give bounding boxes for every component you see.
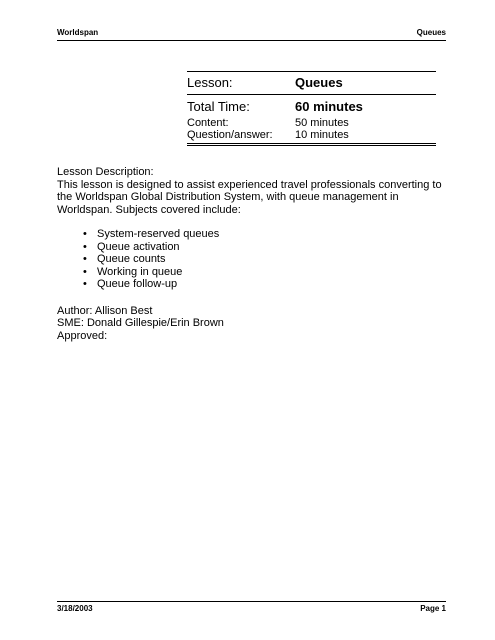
top-rule	[187, 71, 436, 72]
content-row	[187, 117, 436, 129]
page-header	[57, 28, 446, 41]
total-time-row	[187, 99, 436, 114]
bullet-icon: •	[83, 240, 87, 253]
qa-row	[187, 129, 436, 141]
description-text: This lesson is designed to assist experienced travel professionals converting to the Worldspan Global Distribution System, with queue management in Worldspan. Subjects covered include:	[57, 178, 442, 216]
footer-date: 3/18/2003	[57, 604, 93, 613]
lesson-summary	[187, 71, 436, 146]
total-time-value: 60 minutes	[295, 99, 363, 114]
list-item: • Queue activation	[83, 240, 180, 253]
page-footer	[57, 601, 446, 613]
content-label: Content:	[187, 117, 229, 129]
subjects-list	[57, 228, 457, 291]
sme-line: SME: Donald Gillespie/Erin Brown	[57, 317, 224, 329]
footer-page-number: Page 1	[420, 604, 446, 613]
lesson-value: Queues	[295, 75, 343, 90]
bullet-icon: •	[83, 228, 87, 240]
qa-label: Question/answer:	[187, 129, 273, 141]
bullet-icon: •	[83, 265, 87, 278]
lesson-row	[187, 75, 436, 90]
author-line: Author: Allison Best	[57, 304, 153, 317]
header-left: Worldspan	[57, 28, 99, 37]
list-item: • Working in queue	[83, 265, 183, 278]
bullet-icon: •	[83, 253, 87, 265]
content-value: 50 minutes	[295, 117, 349, 129]
middle-rule	[187, 94, 436, 95]
list-item: • Queue counts	[83, 253, 166, 265]
bullet-icon: •	[83, 278, 87, 290]
qa-value: 10 minutes	[295, 129, 349, 141]
lesson-label: Lesson:	[187, 75, 233, 90]
header-right: Queues	[416, 28, 446, 37]
list-item: • Queue follow-up	[83, 278, 178, 290]
description-heading: Lesson Description:	[57, 166, 154, 178]
total-time-label: Total Time:	[187, 99, 250, 114]
bottom-double-rule	[187, 143, 436, 146]
approved-line: Approved:	[57, 329, 108, 342]
lesson-body	[57, 166, 457, 342]
list-item: • System-reserved queues	[83, 228, 220, 240]
